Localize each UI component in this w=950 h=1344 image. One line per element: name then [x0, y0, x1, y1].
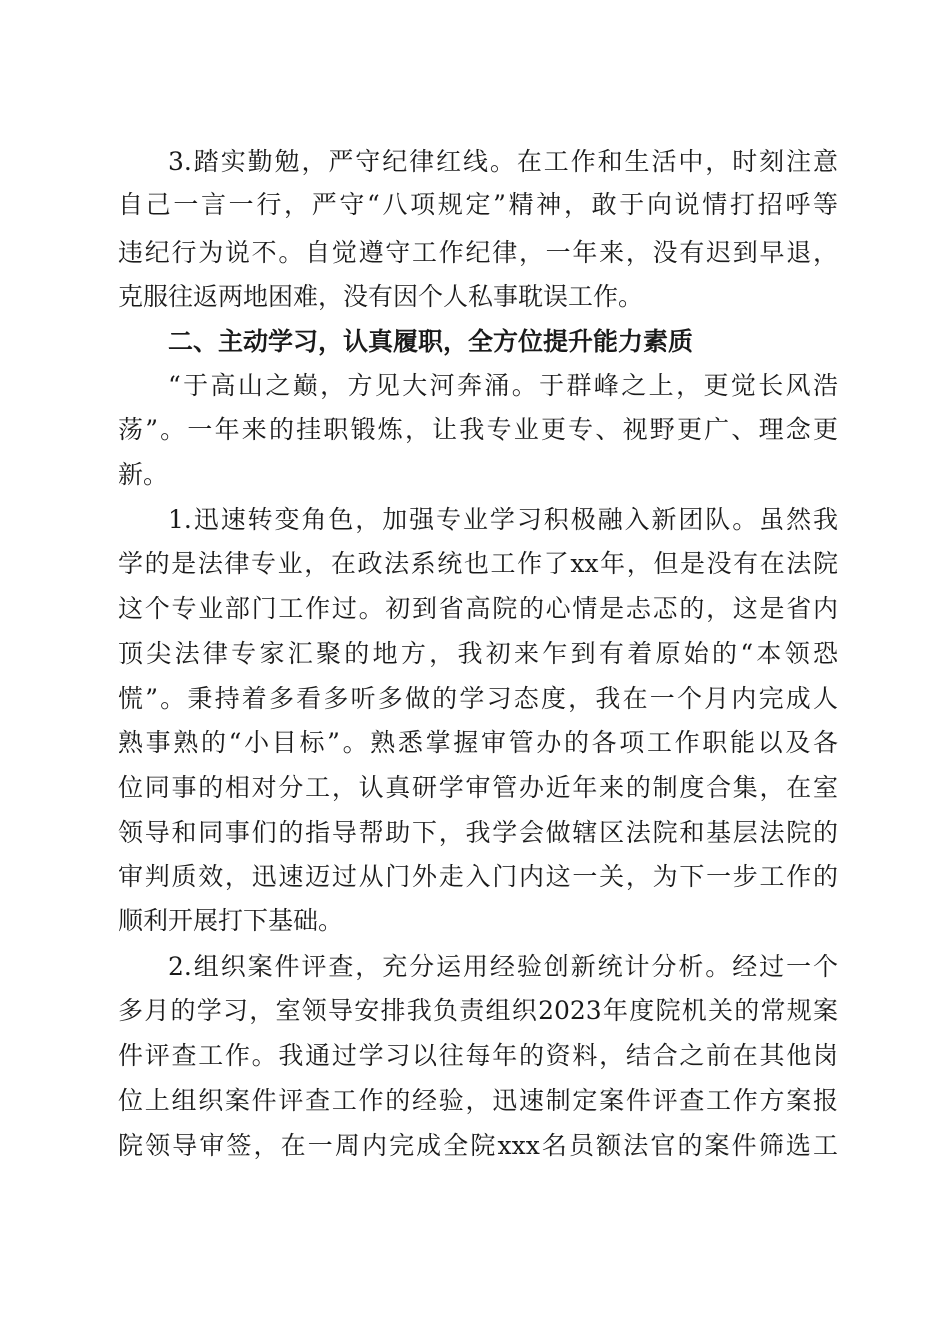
paragraph-line: 位同事的相对分工，认真研学审管办近年来的制度合集，在室: [118, 773, 838, 802]
paragraph-line: 1.迅速转变角色，加强专业学习积极融入新团队。虽然我: [168, 505, 838, 534]
paragraph-line: 2.组织案件评查，充分运用经验创新统计分析。经过一个: [168, 952, 838, 981]
paragraph-line: 新。: [118, 460, 169, 489]
paragraph-line: 荡”。一年来的挂职锻炼，让我专业更专、视野更广、理念更: [118, 415, 838, 444]
paragraph-line: 顶尖法律专家汇聚的地方，我初来乍到有着原始的“本领恐: [118, 639, 838, 668]
paragraph-line: “于高山之巅，方见大河奔涌。于群峰之上，更觉长风浩: [168, 371, 838, 400]
paragraph-line: 这个专业部门工作过。初到省高院的心情是忐忑的，这是省内: [118, 594, 838, 623]
paragraph-line: 克服往返两地困难，没有因个人私事耽误工作。: [118, 282, 644, 311]
paragraph-line: 审判质效，迅速迈过从门外走入门内这一关，为下一步工作的: [118, 862, 838, 891]
paragraph-line: 学的是法律专业，在政法系统也工作了xx年，但是没有在法院: [118, 549, 838, 578]
paragraph-line: 多月的学习，室领导安排我负责组织2023年度院机关的常规案: [118, 996, 838, 1025]
section-heading: 二、主动学习，认真履职，全方位提升能力素质: [168, 327, 694, 356]
paragraph-line: 违纪行为说不。自觉遵守工作纪律，一年来，没有迟到早退，: [118, 238, 838, 267]
paragraph-line: 领导和同事们的指导帮助下，我学会做辖区法院和基层法院的: [118, 818, 838, 847]
paragraph-line: 3.踏实勤勉，严守纪律红线。在工作和生活中，时刻注意: [168, 147, 838, 176]
paragraph-line: 慌”。秉持着多看多听多做的学习态度，我在一个月内完成人: [118, 684, 838, 713]
paragraph-line: 熟事熟的“小目标”。熟悉掌握审管办的各项工作职能以及各: [118, 728, 838, 757]
paragraph-line: 件评查工作。我通过学习以往每年的资料，结合之前在其他岗: [118, 1041, 838, 1070]
paragraph-line: 位上组织案件评查工作的经验，迅速制定案件评查工作方案报: [118, 1086, 838, 1115]
paragraph-line: 顺利开展打下基础。: [118, 906, 344, 935]
paragraph-line: 自己一言一行，严守“八项规定”精神，敢于向说情打招呼等: [118, 190, 838, 219]
paragraph-line: 院领导审签，在一周内完成全院xxx名员额法官的案件筛选工: [118, 1131, 838, 1160]
